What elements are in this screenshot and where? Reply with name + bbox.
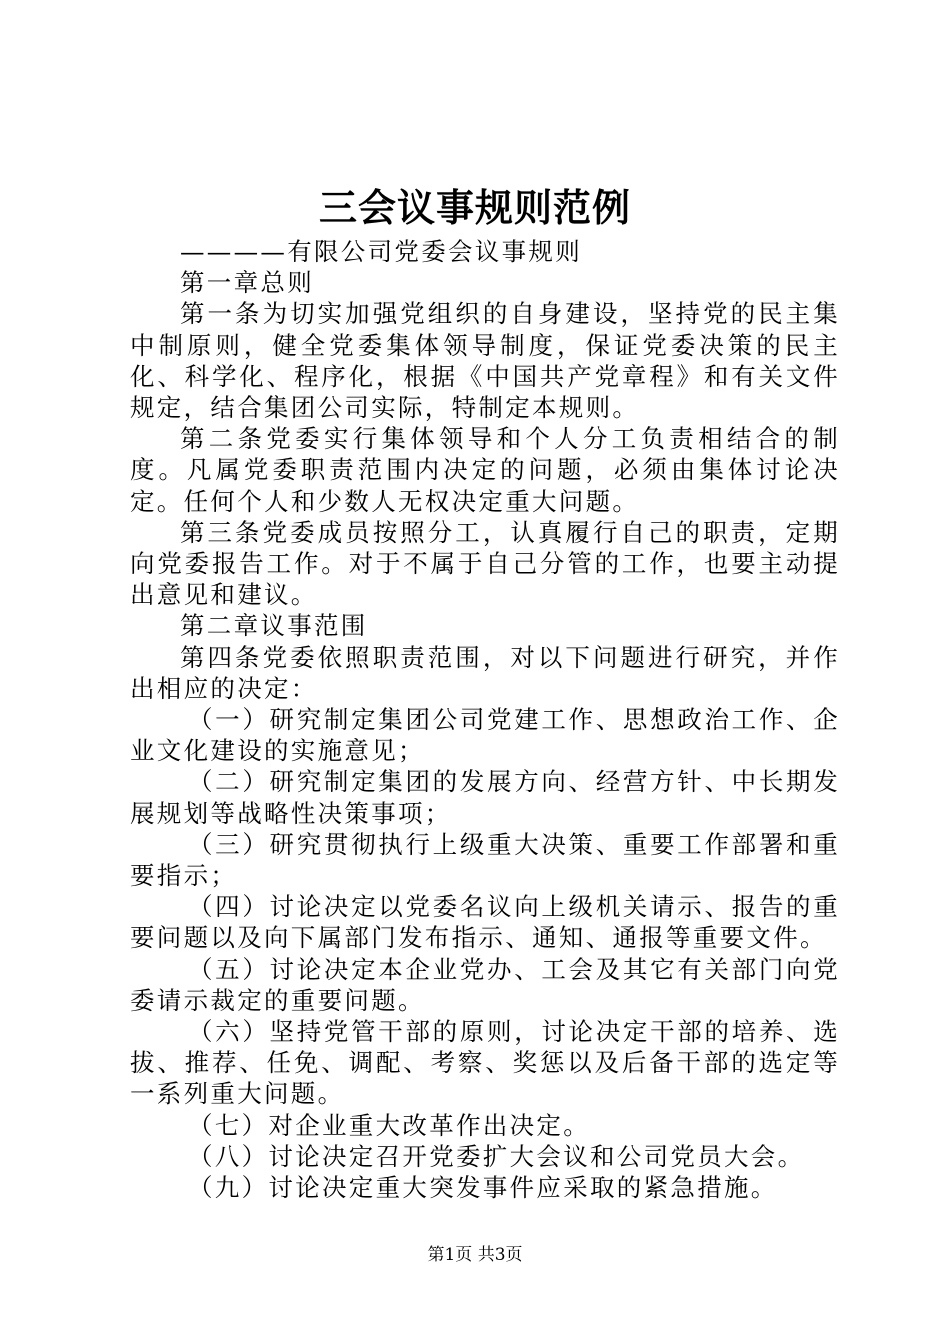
subtitle-line: ————有限公司党委会议事规则 <box>180 237 582 266</box>
list-item: （六）坚持党管干部的原则，讨论决定干部的培养、选拔、推荐、任免、调配、考察、奖惩以及后备干部的选定等一系列重大问题。 <box>130 1017 840 1109</box>
chapter-heading: 第二章议事范围 <box>180 611 368 641</box>
document-title: 三会议事规则范例 <box>318 185 631 230</box>
list-item: （五）讨论决定本企业党办、工会及其它有关部门向党委请示裁定的重要问题。 <box>130 954 840 1015</box>
page-number: 第1页 共3页 <box>427 1245 523 1265</box>
list-item: （七）对企业重大改革作出决定。 <box>188 1110 590 1140</box>
article-paragraph: 第二条党委实行集体领导和个人分工负责相结合的制度。凡属党委职责范围内决定的问题，必须由集体讨论决定。任何个人和少数人无权决定重大问题。 <box>130 424 840 516</box>
article-paragraph: 第三条党委成员按照分工，认真履行自己的职责，定期向党委报告工作。对于不属于自己分管的工作，也要主动提出意见和建议。 <box>130 517 840 610</box>
list-item: （九）讨论决定重大突发事件应采取的紧急措施。 <box>188 1173 778 1203</box>
list-item: （一）研究制定集团公司党建工作、思想政治工作、企业文化建设的实施意见； <box>130 705 840 766</box>
chapter-heading: 第一章总则 <box>180 268 314 298</box>
list-item: （三）研究贯彻执行上级重大决策、重要工作部署和重要指示； <box>130 829 840 891</box>
document-body <box>130 236 840 1203</box>
list-item: （二）研究制定集团的发展方向、经营方针、中长期发展规划等战略性决策事项； <box>130 767 840 828</box>
list-item: （八）讨论决定召开党委扩大会议和公司党员大会。 <box>188 1141 805 1171</box>
article-paragraph: 第一条为切实加强党组织的自身建设，坚持党的民主集中制原则，健全党委集体领导制度，保证党委决策的民主化、科学化、程序化，根据《中国共产党章程》和有关文件规定，结合集团公司实际，特制定本规则。 <box>130 299 840 423</box>
article-paragraph: 第四条党委依照职责范围，对以下问题进行研究，并作出相应的决定： <box>130 642 840 703</box>
list-item: （四）讨论决定以党委名议向上级机关请示、报告的重要问题以及向下属部门发布指示、通知、通报等重要文件。 <box>130 892 840 953</box>
